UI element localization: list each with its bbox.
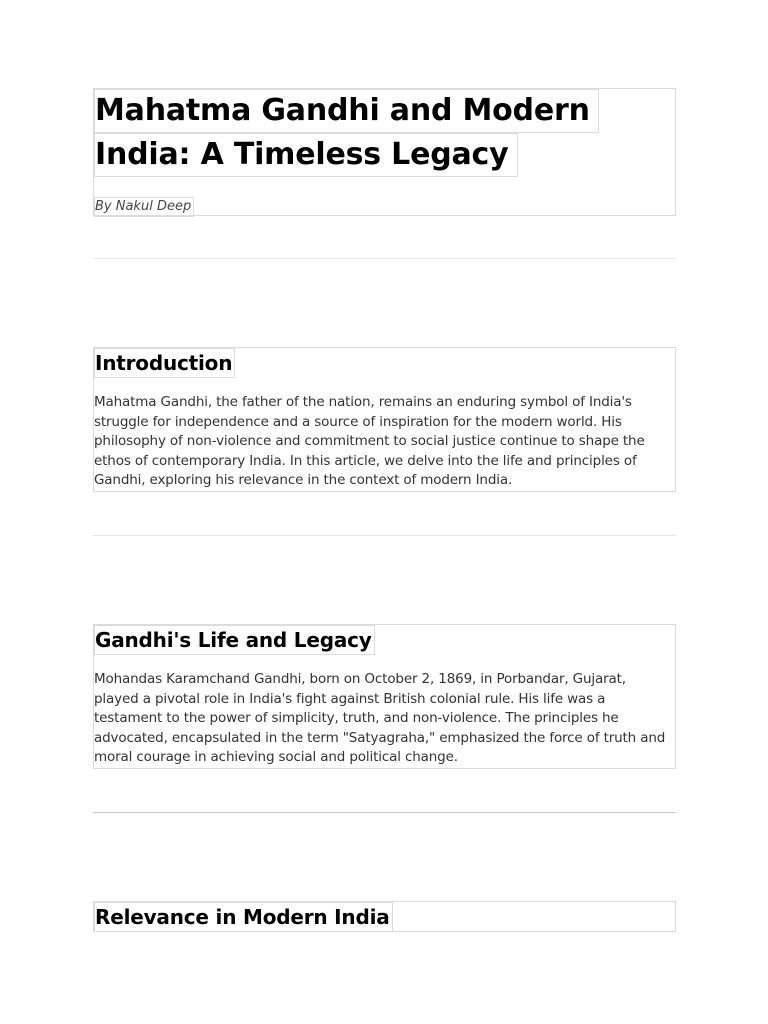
section-paragraph	[94, 670, 675, 768]
title-block	[93, 88, 676, 216]
section-paragraph	[94, 393, 675, 491]
paragraph-line: Mahatma Gandhi, the father of the nation, remains an enduring symbol of India's	[94, 394, 632, 410]
paragraph-line: advocated, encapsulated in the term "Satyagraha," emphasized the force of truth and	[94, 729, 666, 746]
paragraph-line: moral courage in achieving social and political change.	[94, 749, 458, 766]
paragraph-line: Mohandas Karamchand Gandhi, born on October 2, 1869, in Porbandar, Gujarat,	[94, 671, 626, 687]
section-relevance	[93, 901, 676, 932]
article-title-line-1: Mahatma Gandhi and Modern	[94, 89, 599, 133]
section-life-and-legacy	[93, 624, 676, 769]
section-heading: Introduction	[94, 348, 235, 378]
paragraph-line: Gandhi, exploring his relevance in the context of modern India.	[94, 472, 513, 489]
paragraph-line: struggle for independence and a source of inspiration for the modern world. His	[94, 413, 622, 430]
section-divider	[93, 535, 676, 536]
section-divider	[93, 258, 676, 259]
section-introduction	[93, 347, 676, 492]
article-byline: By Nakul Deep	[94, 197, 194, 217]
section-heading: Relevance in Modern India	[94, 902, 393, 932]
paragraph-line: testament to the power of simplicity, truth, and non-violence. The principles he	[94, 710, 619, 727]
section-divider	[93, 812, 676, 813]
paragraph-line: ethos of contemporary India. In this article, we delve into the life and principles of	[94, 452, 637, 469]
paragraph-line: philosophy of non-violence and commitment to social justice continue to shape the	[94, 433, 645, 450]
section-heading: Gandhi's Life and Legacy	[94, 625, 375, 655]
paragraph-line: played a pivotal role in India's fight against British colonial rule. His life was a	[94, 690, 606, 707]
article-page	[93, 88, 676, 932]
article-title-line-2: India: A Timeless Legacy	[94, 133, 518, 177]
